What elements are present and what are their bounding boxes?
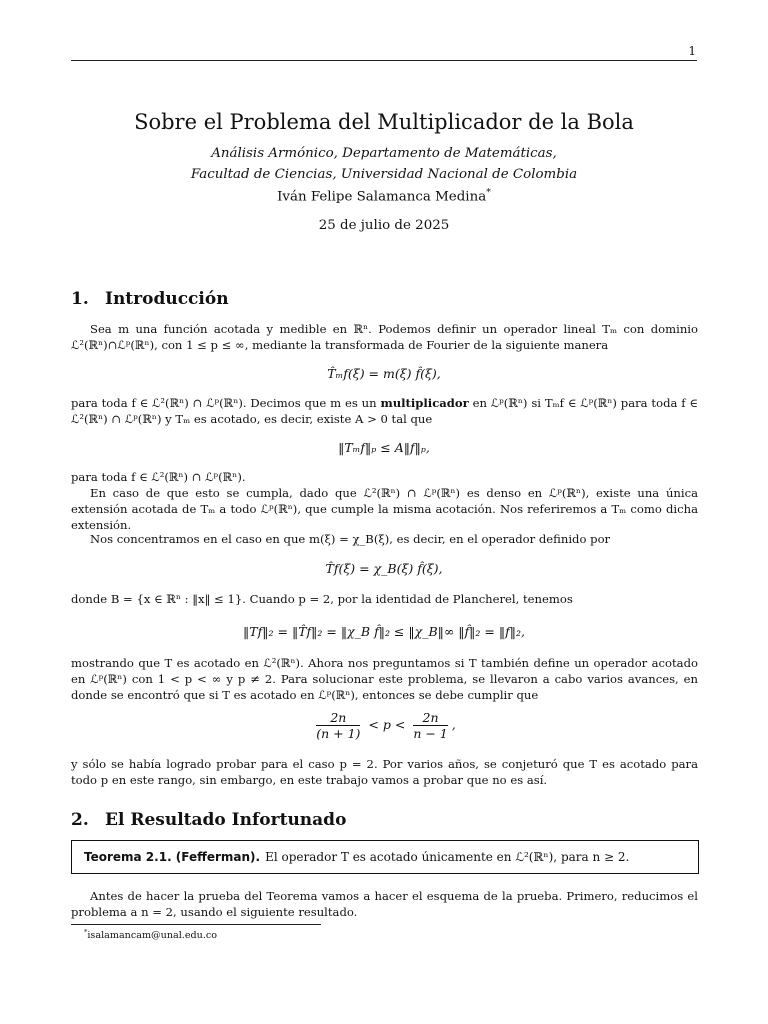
footnote-rule [71,924,321,925]
author [0,187,768,204]
paragraph-conjecture: y sólo se había logrado probar para el caso p = 2. Por varios años, se conjeturó que T es acotado para todo p en este rango, sin embargo, en este trabajo vamos a probar que no es así. [71,757,698,787]
theorem-box [71,840,699,874]
author-footnote-mark: * [486,187,491,198]
fraction-left [316,710,360,741]
author-name: Iván Felipe Salamanca Medina [277,189,487,205]
date: 25 de julio de 2025 [318,218,450,233]
paragraph-plancherel: donde B = {x ∈ ℝⁿ : ‖x‖ ≤ 1}. Cuando p = 2, por la identidad de Plancherel, tenemos [71,592,573,606]
fraction-right-numerator: 2n [413,710,447,726]
definition-text-a: para toda f ∈ ℒ²(ℝⁿ) ∩ ℒᵖ(ℝⁿ). Decimos que m es un [71,396,377,410]
theorem-label: Teorema 2.1. (Fefferman). [84,850,261,864]
footnote [84,928,217,941]
paragraph-definition [71,395,698,427]
paragraph-proof-outline: Antes de hacer la prueba del Teorema vamos a hacer el esquema de la prueba. Primero, reducimos el problema a n = 2, usando el siguiente resultado. [71,889,698,919]
definition-term: multiplicador [380,396,469,410]
equation-bound: ‖Tₘf‖ₚ ≤ A‖f‖ₚ, [338,440,430,455]
page-number: 1 [688,44,696,58]
theorem-text: El operador T es acotado únicamente en ℒ²(ℝⁿ), para n ≥ 2. [265,850,630,864]
paragraph-extension: En caso de que esto se cumpla, dado que ℒ²(ℝⁿ) ∩ ℒᵖ(ℝⁿ) es denso en ℒᵖ(ℝⁿ), existe una única extensión acotada de Tₘ a todo ℒᵖ(ℝⁿ), que cumple la misma acotación. Nos referiremos a Tₘ como dicha extensión. [71,486,698,532]
paper-title: Sobre el Problema del Multiplicador de la Bola [134,110,634,134]
affiliation-line-1: Análisis Armónico, Departamento de Matemáticas, [211,146,557,161]
paragraph-intro: Sea m una función acotada y medible en ℝⁿ. Podemos definir un operador lineal Tₘ con dominio ℒ²(ℝⁿ)∩ℒᵖ(ℝⁿ), con 1 ≤ p ≤ ∞, mediante la transformada de Fourier de la siguiente manera [71,322,698,352]
fraction-left-denominator: (n + 1) [316,726,361,741]
equation-ball-operator: T̂f(ξ) = χ_B(ξ) f̂(ξ), [325,561,443,576]
section-heading-2 [71,810,346,830]
section-number: 1. [71,289,89,309]
equation-plancherel: ‖Tf‖₂ = ‖T̂f‖₂ = ‖χ_B f̂‖₂ ≤ ‖χ_B‖∞ ‖f̂‖₂ = ‖f‖₂, [243,624,525,639]
fraction-left-numerator: 2n [316,710,360,726]
section-title: Introducción [105,289,229,309]
section-number: 2. [71,810,89,830]
header-rule [71,60,697,61]
section-heading-1 [71,289,229,309]
definition-text-b: en ℒᵖ(ℝⁿ) si Tₘf ∈ ℒᵖ(ℝⁿ) para toda f ∈ ℒ²(ℝⁿ) ∩ ℒᵖ(ℝⁿ) y Tₘ es acotado, es decir, existe A > 0 tal que [71,396,698,426]
section-title: El Resultado Infortunado [105,810,347,830]
equation-range [0,710,768,741]
equation-end-comma: , [451,717,456,732]
footnote-mark: * [84,928,88,936]
affiliation-line-2: Facultad de Ciencias, Universidad Nacional de Colombia [190,167,578,182]
paragraph-question: mostrando que T es acotado en ℒ²(ℝⁿ). Ahora nos preguntamos si T también define un operador acotado en ℒᵖ(ℝⁿ) con 1 < p < ∞ y p ≠ 2. Para solucionar este problema, se llevaron a cabo varios avances, en donde se encontró que si T es acotado en ℒᵖ(ℝⁿ), entonces se debe cumplir que [71,656,698,702]
footnote-email[interactable]: isalamancam@unal.edu.co [87,930,218,942]
paragraph-for-all: para toda f ∈ ℒ²(ℝⁿ) ∩ ℒᵖ(ℝⁿ). [71,470,246,484]
range-inequality: < p < [368,717,406,732]
fraction-right [413,710,447,741]
fraction-right-denominator: n − 1 [413,726,448,741]
equation-multiplier: T̂ₘf(ξ) = m(ξ) f̂(ξ), [327,366,441,381]
paragraph-ball-case: Nos concentramos en el caso en que m(ξ) = χ_B(ξ), es decir, en el operador definido por [90,532,611,546]
